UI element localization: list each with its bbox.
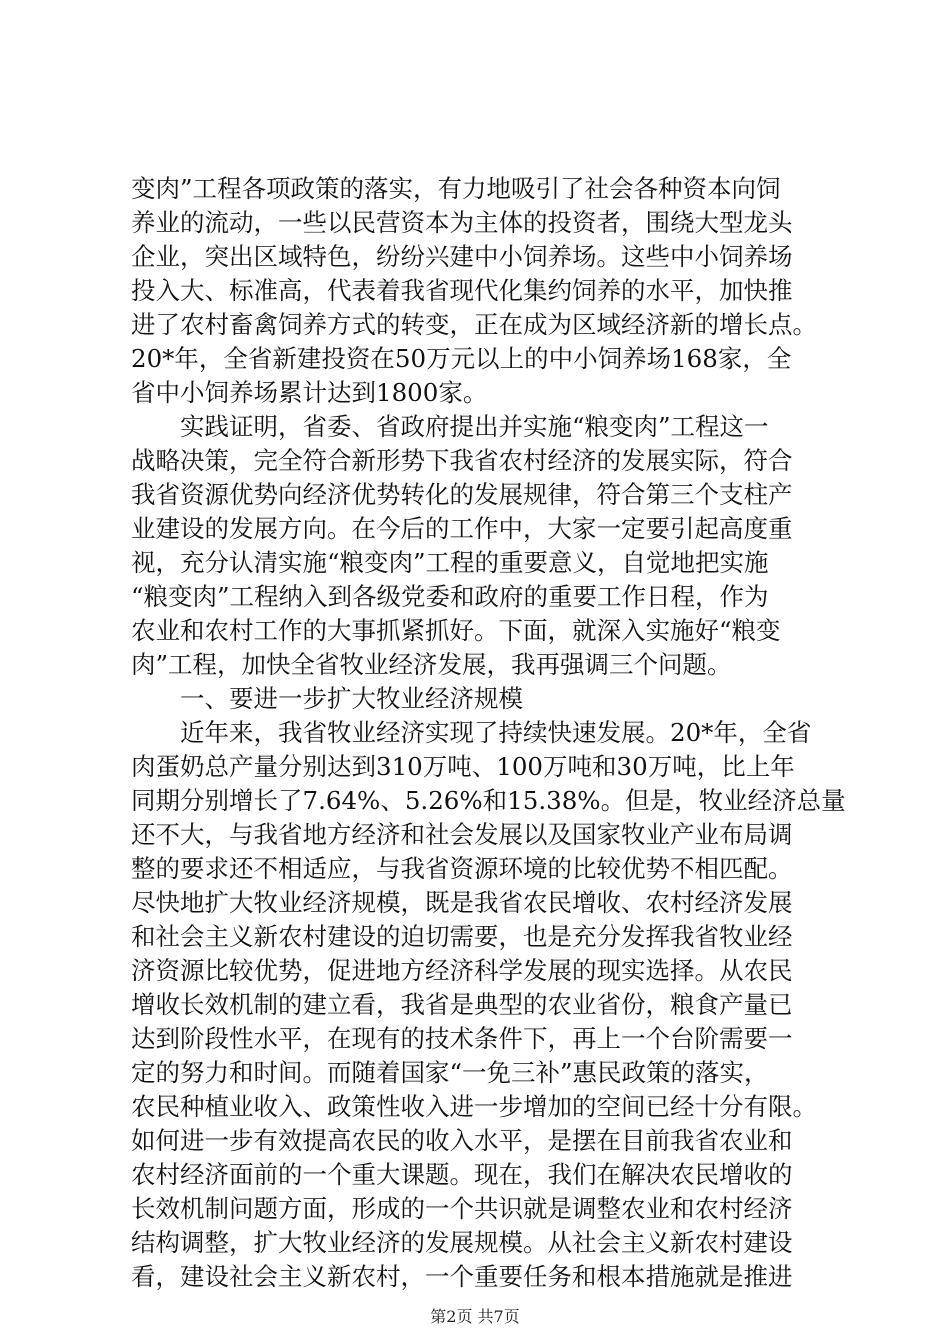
text-line: 同期分别增长了7.64%、5.26%和15.38%。但是，牧业经济总量 xyxy=(131,786,846,815)
text-line: 近年来，我省牧业经济实现了持续快速发展。20*年，全省 xyxy=(131,718,812,747)
text-line: 战略决策，完全符合新形势下我省农村经济的发展实际，符合 xyxy=(131,446,793,475)
text-line: 还不大，与我省地方经济和社会发展以及国家牧业产业布局调 xyxy=(131,820,793,849)
text-line: 养业的流动，一些以民营资本为主体的投资者，围绕大型龙头 xyxy=(131,208,793,237)
text-line: 企业，突出区域特色，纷纷兴建中小饲养场。这些中小饲养场 xyxy=(131,242,793,271)
text-line: 长效机制问题方面，形成的一个共识就是调整农业和农村经济 xyxy=(131,1194,793,1223)
text-line: 结构调整，扩大牧业经济的发展规模。从社会主义新农村建设 xyxy=(131,1228,793,1257)
text-line: 尽快地扩大牧业经济规模，既是我省农民增收、农村经济发展 xyxy=(131,888,793,917)
text-line: 看，建设社会主义新农村，一个重要任务和根本措施就是推进 xyxy=(131,1262,793,1291)
text-line: 肉蛋奶总产量分别达到310万吨、100万吨和30万吨，比上年 xyxy=(131,752,795,781)
text-line: 农村经济面前的一个重大课题。现在，我们在解决农民增收的 xyxy=(131,1160,793,1189)
text-line: “粮变肉”工程纳入到各级党委和政府的重要工作日程，作为 xyxy=(131,582,769,611)
text-line: 达到阶段性水平，在现有的技术条件下，再上一个台阶需要一 xyxy=(131,1024,793,1053)
text-line: 肉”工程，加快全省牧业经济发展，我再强调三个问题。 xyxy=(131,650,732,679)
text-line: 农民种植业收入、政策性收入进一步增加的空间已经十分有限。 xyxy=(131,1092,817,1121)
section-heading: 一、要进一步扩大牧业经济规模 xyxy=(131,684,523,713)
text-line: 视，充分认清实施“粮变肉”工程的重要意义，自觉地把实施 xyxy=(131,548,769,577)
text-line: 20*年，全省新建投资在50万元以上的中小饲养场168家，全 xyxy=(131,344,792,373)
page-footer: 第2页 共7页 xyxy=(430,1307,520,1326)
text-line: 整的要求还不相适应，与我省资源环境的比较优势不相匹配。 xyxy=(131,854,793,883)
text-line: 实践证明，省委、省政府提出并实施“粮变肉”工程这一 xyxy=(131,412,769,441)
text-line: 业建设的发展方向。在今后的工作中，大家一定要引起高度重 xyxy=(131,514,793,543)
text-line: 我省资源优势向经济优势转化的发展规律，符合第三个支柱产 xyxy=(131,480,793,509)
text-line: 增收长效机制的建立看，我省是典型的农业省份，粮食产量已 xyxy=(131,990,793,1019)
text-line: 济资源比较优势，促进地方经济科学发展的现实选择。从农民 xyxy=(131,956,793,985)
text-line: 如何进一步有效提高农民的收入水平，是摆在目前我省农业和 xyxy=(131,1126,793,1155)
text-line: 进了农村畜禽饲养方式的转变，正在成为区域经济新的增长点。 xyxy=(131,310,817,339)
text-line: 和社会主义新农村建设的迫切需要，也是充分发挥我省牧业经 xyxy=(131,922,793,951)
text-line: 变肉”工程各项政策的落实，有力地吸引了社会各种资本向饲 xyxy=(131,174,781,203)
text-line: 投入大、标准高，代表着我省现代化集约饲养的水平，加快推 xyxy=(131,276,793,305)
text-line: 省中小饲养场累计达到1800家。 xyxy=(131,378,488,407)
text-line: 农业和农村工作的大事抓紧抓好。下面，就深入实施好“粮变 xyxy=(131,616,781,645)
text-line: 定的努力和时间。而随着国家“一免三补”惠民政策的落实， xyxy=(131,1058,769,1087)
